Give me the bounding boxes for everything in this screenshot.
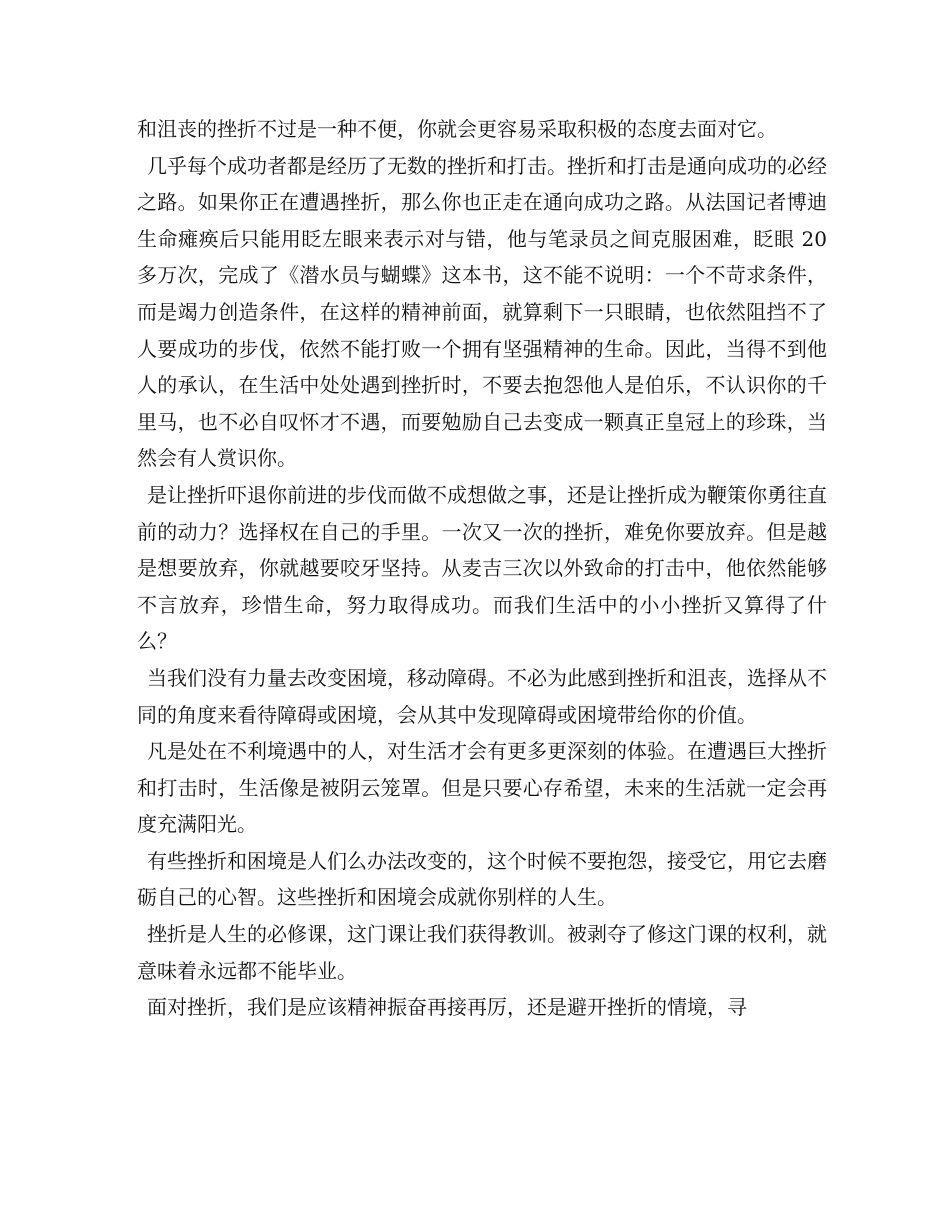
paragraph-4: 当我们没有力量去改变困境，移动障碍。不必为此感到挫折和沮丧，选择从不同的角度来看待障碍或困境，会从其中发现障碍或困境带给你的价值。 [137,665,827,727]
paragraph-3: 是让挫折吓退你前进的步伐而做不成想做之事，还是让挫折成为鞭策你勇往直前的动力？选择权在自己的手里。一次又一次的挫折，难免你要放弃。但是越是想要放弃，你就越要咬牙坚持。从麦吉三次以外致命的打击中，他依然能够不言放弃，珍惜生命，努力取得成功。而我们生活中的小小挫折又算得了什么？ [137,482,827,654]
paragraph-1: 和沮丧的挫折不过是一种不便，你就会更容易采取积极的态度去面对它。 [137,117,777,141]
paragraph-8: 面对挫折，我们是应该精神振奋再接再厉，还是避开挫折的情境，寻 [147,995,747,1020]
paragraph-2: 几乎每个成功者都是经历了无数的挫折和打击。挫折和打击是通向成功的必经之路。如果你正在遭遇挫折，那么你也正走在通向成功之路。从法国记者博迪生命瘫痪后只能用眨左眼来表示对与错，他与笔录员之间克服困难，眨眼 20 多万次，完成了《潜水员与蝴蝶》这本书，这不能不说明：一个不苛求条件，而是竭力创造条件，在这样的精神前面，就算剩下一只眼睛，也依然阻挡不了人要成功的步伐，依然不能打败一个拥有坚强精神的生命。因此，当得不到他人的承认，在生活中处处遇到挫折时，不要去抱怨他人是伯乐，不认识你的千里马，也不必自叹怀才不遇，而要勉励自己去变成一颗真正皇冠上的珍珠，当然会有人赏识你。 [137,153,827,471]
paragraph-7: 挫折是人生的必修课，这门课让我们获得教训。被剥夺了修这门课的权利，就意味着永远都不能毕业。 [137,922,827,983]
paragraph-6: 有些挫折和困境是人们么办法改变的，这个时候不要抱怨，接受它，用它去磨砺自己的心智。这些挫折和困境会成就你别样的人生。 [137,848,827,910]
paragraph-5: 凡是处在不利境遇中的人，对生活才会有更多更深刻的体验。在遭遇巨大挫折和打击时，生活像是被阴云笼罩。但是只要心存希望，未来的生活就一定会再度充满阳光。 [137,739,827,837]
document-body [137,111,827,1026]
